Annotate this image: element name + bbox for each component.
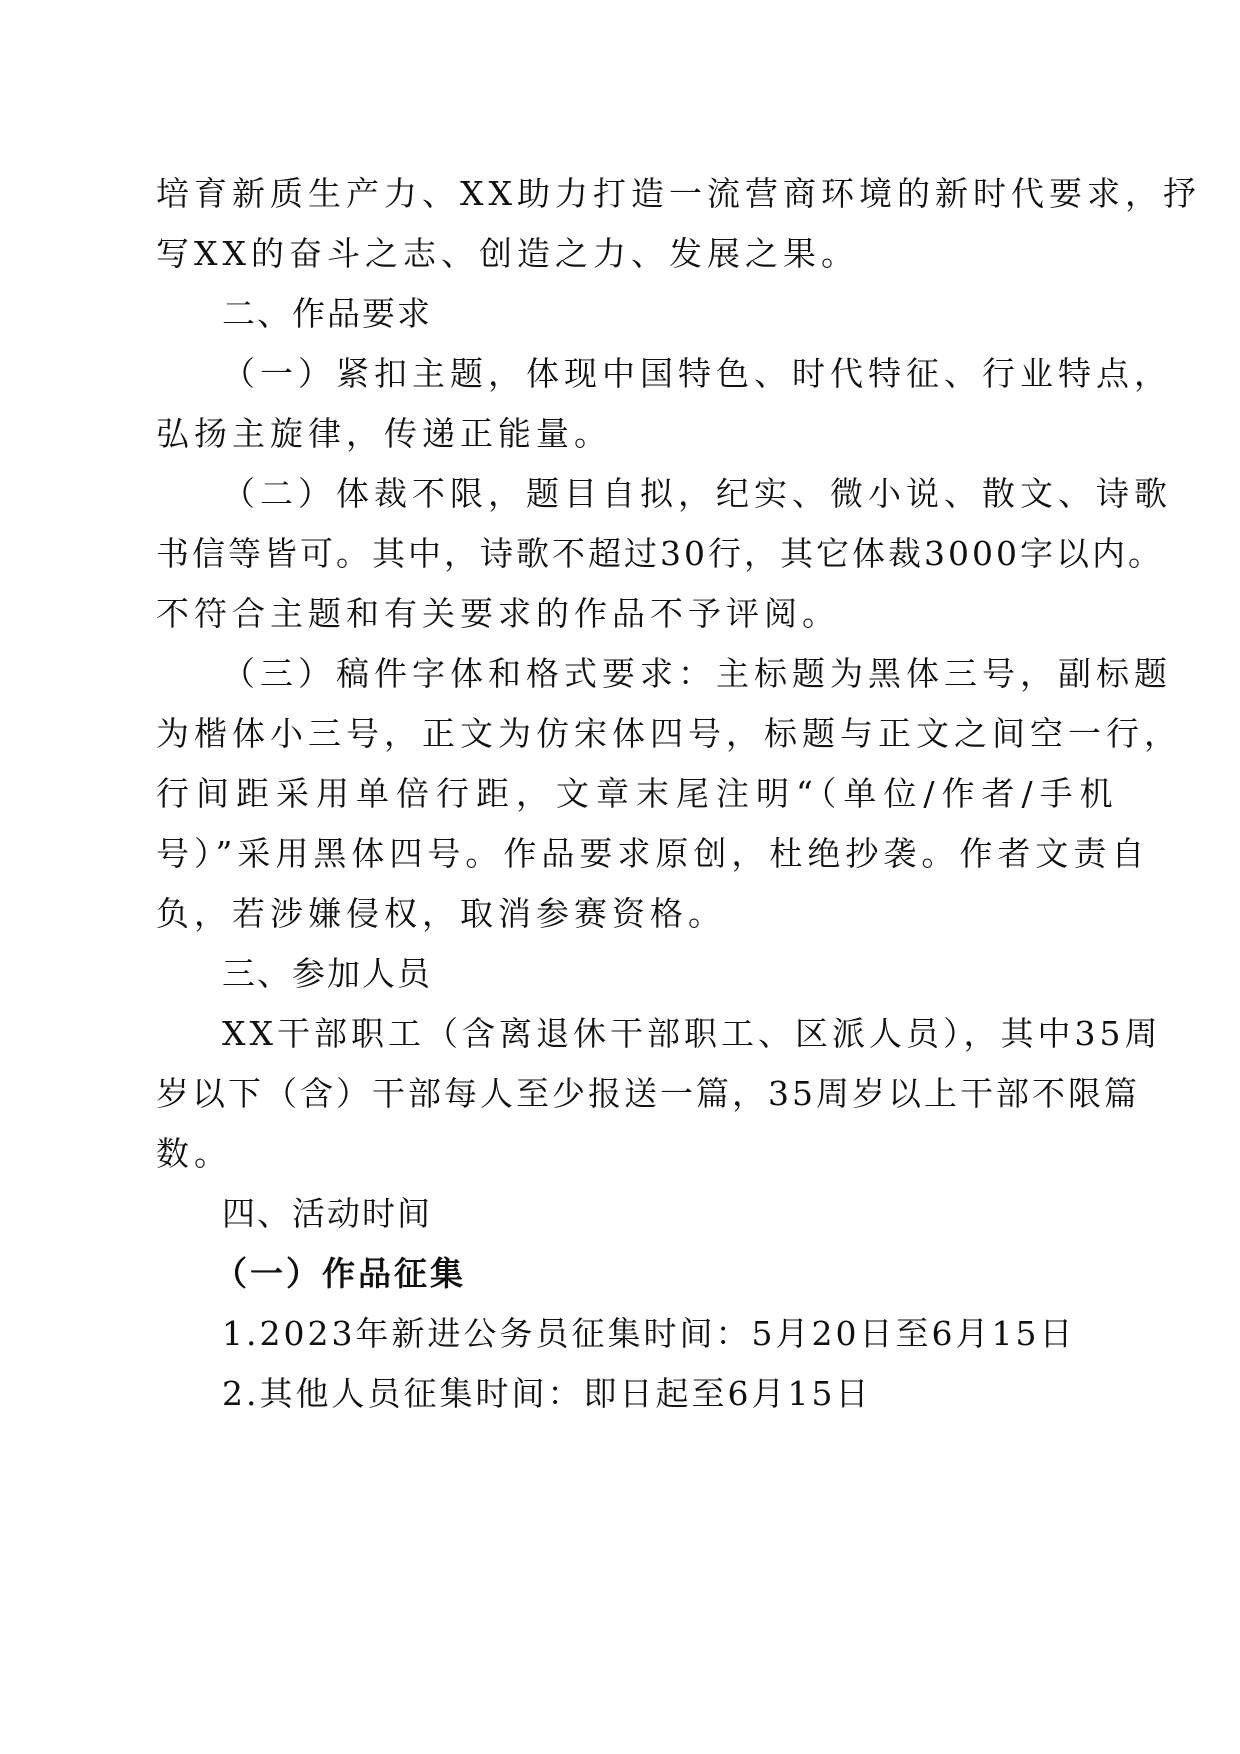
body-text-line: （二）体裁不限，题目自拟，纪实、微小说、散文、诗歌 bbox=[222, 474, 1172, 513]
section-heading-2: 二、作品要求 bbox=[222, 294, 432, 333]
body-text-line: 号）”采用黑体四号。作品要求原创，杜绝抄袭。作者文责自 bbox=[156, 834, 1150, 873]
body-text-line: XX干部职工（含离退休干部职工、区派人员），其中35周 bbox=[222, 1014, 1162, 1053]
section-heading-3: 三、参加人员 bbox=[222, 954, 432, 993]
body-text-line: 不符合主题和有关要求的作品不予评阅。 bbox=[156, 594, 840, 633]
body-text-line: 数。 bbox=[156, 1134, 232, 1173]
body-text-line: 书信等皆可。其中，诗歌不超过30行，其它体裁3000字以内。 bbox=[156, 534, 1164, 573]
body-text-line: 为楷体小三号，正文为仿宋体四号，标题与正文之间空一行， bbox=[156, 714, 1182, 753]
body-text-line: 行间距采用单倍行距，文章末尾注明“（单位/作者/手机 bbox=[156, 774, 1120, 813]
body-text-line: 培育新质生产力、XX助力打造一流营商环境的新时代要求，抒 bbox=[156, 174, 1201, 213]
body-text-line: 2.其他人员征集时间：即日起至6月15日 bbox=[222, 1374, 872, 1413]
body-text-line: （三）稿件字体和格式要求：主标题为黑体三号，副标题 bbox=[222, 654, 1172, 693]
subsection-heading: （一）作品征集 bbox=[214, 1254, 466, 1293]
body-text-line: 写XX的奋斗之志、创造之力、发展之果。 bbox=[156, 234, 859, 273]
body-text-line: 弘扬主旋律，传递正能量。 bbox=[156, 414, 612, 453]
body-text-line: 1.2023年新进公务员征集时间：5月20日至6月15日 bbox=[222, 1314, 1076, 1353]
body-text-line: 负，若涉嫌侵权，取消参赛资格。 bbox=[156, 894, 726, 933]
body-text-line: （一）紧扣主题，体现中国特色、时代特征、行业特点， bbox=[222, 354, 1172, 393]
section-heading-4: 四、活动时间 bbox=[222, 1194, 432, 1233]
body-text-line: 岁以下（含）干部每人至少报送一篇，35周岁以上干部不限篇 bbox=[156, 1074, 1140, 1113]
